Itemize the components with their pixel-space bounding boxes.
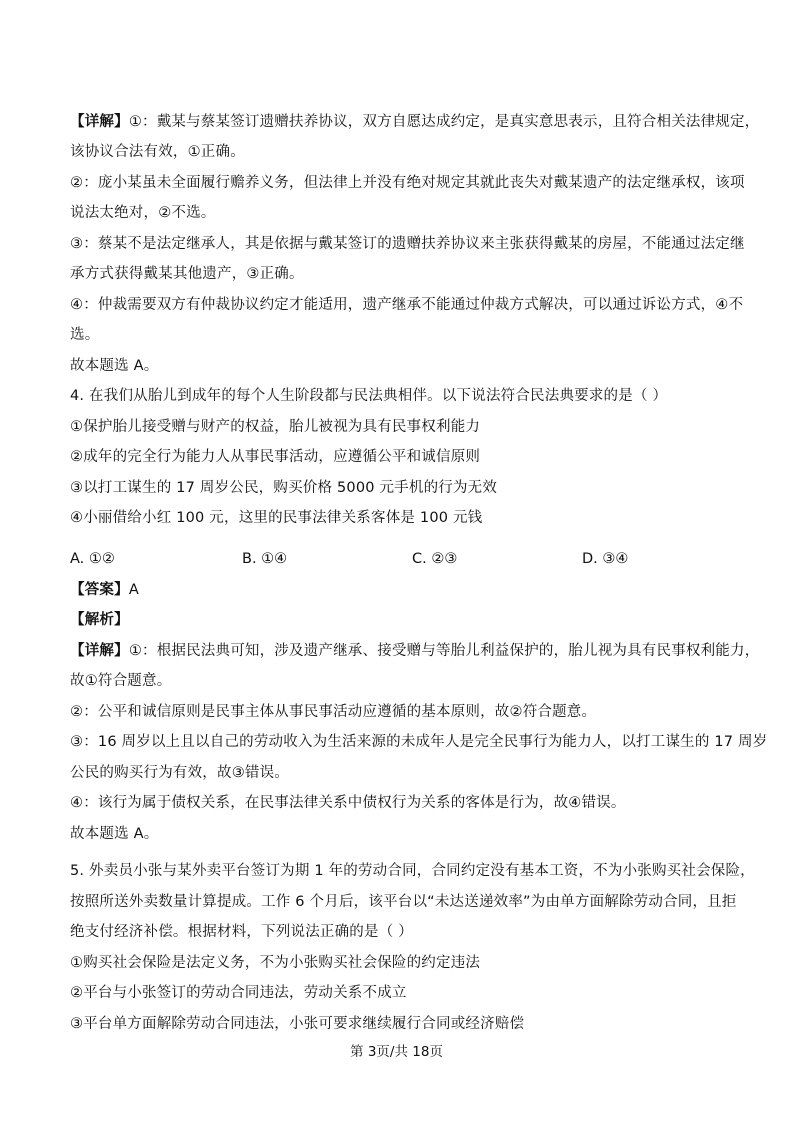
answer-tag: 【答案】 xyxy=(70,582,129,598)
q4-statement-2: ②成年的完全行为能力人从事民事活动，应遵循公平和诚信原则 xyxy=(70,449,481,465)
q3-detail-line-5: ③：蔡某不是法定继承人，其是依据与戴某签订的遗赠扶养协议来主张获得戴某的房屋，不能通过法定继 xyxy=(70,236,745,252)
q4-option-a: A. ①② xyxy=(70,551,115,567)
q3-detail-line-8: 选。 xyxy=(70,327,100,343)
q5-statement-2: ②平台与小张签订的劳动合同违法，劳动关系不成立 xyxy=(70,985,407,1001)
q4-option-b: B. ①④ xyxy=(242,551,288,567)
q3-detail-line-2: 该协议合法有效，①正确。 xyxy=(70,144,245,160)
page-footer: 第 3页/共 18页 xyxy=(350,1044,443,1060)
q3-detail-line-6: 承方式获得戴某其他遗产，③正确。 xyxy=(70,266,304,282)
q5-statement-3: ③平台单方面解除劳动合同违法，小张可要求继续履行合同或经济赔偿 xyxy=(70,1016,525,1032)
q4-statement-1: ①保护胎儿接受赠与财产的权益，胎儿被视为具有民事权利能力 xyxy=(70,419,481,435)
q3-detail-line-7: ④：仲裁需要双方有仲裁协议约定才能适用，遗产继承不能通过仲裁方式解决，可以通过诉讼方式，④不 xyxy=(70,297,744,313)
answer-value: A xyxy=(128,582,139,598)
q5-stem-line-2: 按照所送外卖数量计算提成。工作 6 个月后，该平台以“未达送递效率”为由单方面解除劳动合同，且拒 xyxy=(70,894,737,910)
q3-detail-line-3: ②：庞小某虽未全面履行赡养义务，但法律上并没有绝对规定其就此丧失对戴某遗产的法定继承权，该项 xyxy=(70,175,745,191)
q4-detail-line-5: 公民的购买行为有效，故③错误。 xyxy=(70,765,289,781)
q5-stem-line-1: 5. 外卖员小张与某外卖平台签订为期 1 年的劳动合同，合同约定没有基本工资，不为小张购买社会保险， xyxy=(70,863,755,879)
q4-statement-3: ③以打工谋生的 17 周岁公民，购买价格 5000 元手机的行为无效 xyxy=(70,480,498,496)
q4-detail-line-1: 【详解】①：根据民法典可知，涉及遗产继承、接受赠与等胎儿利益保护的，胎儿视为具有民事权利能力， xyxy=(70,643,760,659)
q5-stem-line-3: 绝支付经济补偿。根据材料，下列说法正确的是（ ） xyxy=(70,924,413,940)
q4-answer xyxy=(70,580,139,600)
q4-detail-line-6: ④：该行为属于债权关系，在民事法律关系中债权行为关系的客体是行为，故④错误。 xyxy=(70,795,626,811)
q4-conclusion: 故本题选 A。 xyxy=(70,826,159,842)
detail-tag: 【详解】 xyxy=(70,643,129,659)
q4-option-d: D. ③④ xyxy=(582,551,629,567)
q4-detail-line-3: ②：公平和诚信原则是民事主体从事民事活动应遵循的基本原则，故②符合题意。 xyxy=(70,704,597,720)
q3-detail-line-4: 说法太绝对，②不选。 xyxy=(70,205,216,221)
q3-detail-line-1: 【详解】①：戴某与蔡某签订遗赠扶养协议，双方自愿达成约定，是真实意思表示，且符合相关法律规定， xyxy=(70,114,760,130)
q3-conclusion: 故本题选 A。 xyxy=(70,358,159,374)
detail-tag: 【详解】 xyxy=(70,114,129,130)
q4-option-c: C. ②③ xyxy=(412,551,458,567)
q4-detail-line-4: ③：16 周岁以上且以自己的劳动收入为生活来源的未成年人是完全民事行为能力人，以打工谋生的 17 周岁 xyxy=(70,734,768,750)
q4-detail-line-2: 故①符合题意。 xyxy=(70,673,172,689)
q4-statement-4: ④小丽借给小红 100 元，这里的民事法律关系客体是 100 元钱 xyxy=(70,510,483,526)
q4-stem: 4. 在我们从胎儿到成年的每个人生阶段都与民法典相伴。以下说法符合民法典要求的是（ ） xyxy=(70,388,668,404)
q5-statement-1: ①购买社会保险是法定义务，不为小张购买社会保险的约定违法 xyxy=(70,955,481,971)
q4-analysis-tag: 【解析】 xyxy=(70,612,129,628)
